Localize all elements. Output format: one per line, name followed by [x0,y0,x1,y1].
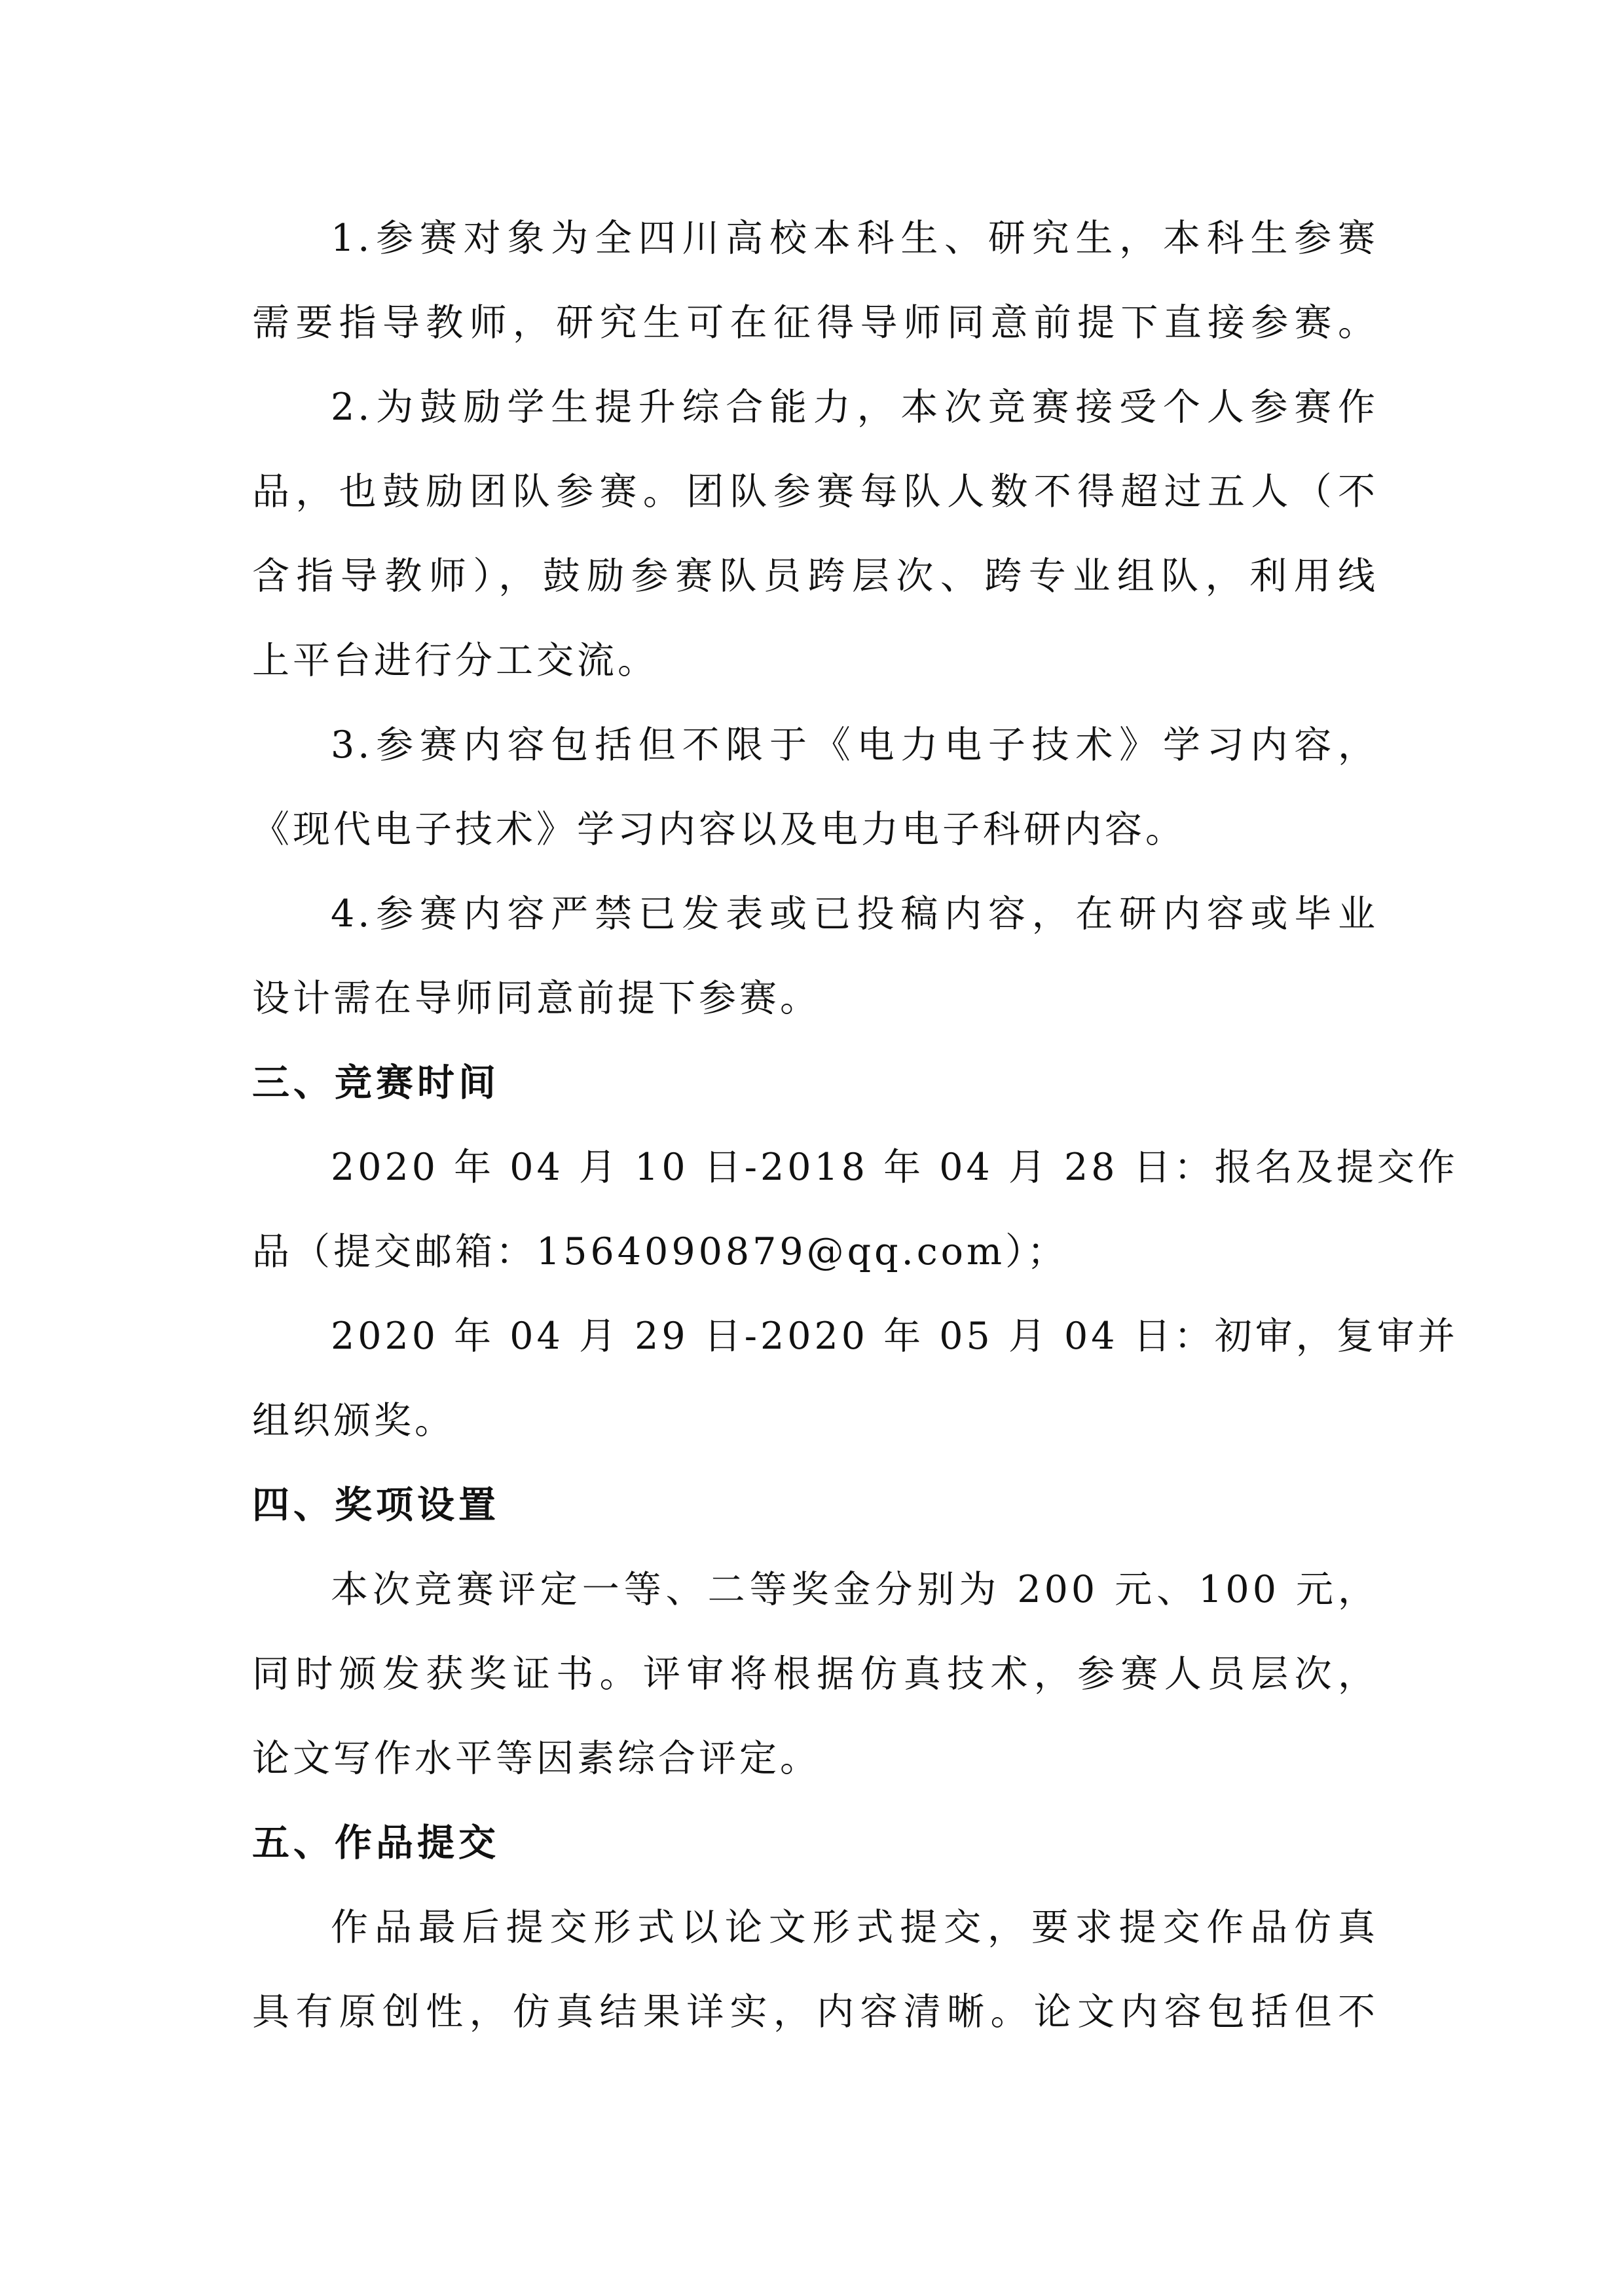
section-heading: 五、作品提交 [252,1821,500,1865]
paragraph-line: 上平台进行分工交流。 [252,639,658,682]
paragraph-line: 作品最后提交形式以论文形式提交，要求提交作品仿真 [331,1906,1378,1949]
paragraph-line: 品，也鼓励团队参赛。团队参赛每队人数不得超过五人（不 [252,470,1378,513]
paragraph-line: 同时颁发获奖证书。评审将根据仿真技术，参赛人员层次， [252,1652,1378,1696]
paragraph-line: 含指导教师），鼓励参赛队员跨层次、跨专业组队，利用线 [252,555,1378,598]
paragraph-line: 1.参赛对象为全四川高校本科生、研究生，本科生参赛 [331,217,1378,260]
paragraph-line: 2020 年 04 月 29 日-2020 年 05 月 04 日：初审，复审并 [331,1315,1458,1358]
paragraph-line: 组织颁奖。 [252,1399,455,1442]
paragraph-line: 3.参赛内容包括但不限于《电力电子技术》学习内容， [331,723,1378,767]
paragraph-line: 需要指导教师，研究生可在征得导师同意前提下直接参赛。 [252,301,1378,344]
paragraph-line: 2020 年 04 月 10 日-2018 年 04 月 28 日：报名及提交作 [331,1146,1458,1189]
section-heading: 三、竞赛时间 [252,1061,500,1104]
paragraph-line: 品（提交邮箱：1564090879@qq.com）； [252,1230,1068,1273]
paragraph-line: 2.为鼓励学生提升综合能力，本次竞赛接受个人参赛作 [331,386,1378,429]
section-heading: 四、奖项设置 [252,1484,500,1527]
paragraph-line: 设计需在导师同意前提下参赛。 [252,977,821,1020]
paragraph-line: 《现代电子技术》学习内容以及电力电子科研内容。 [252,808,1186,851]
paragraph-line: 论文写作水平等因素综合评定。 [252,1737,821,1780]
paragraph-line: 具有原创性，仿真结果详实，内容清晰。论文内容包括但不 [252,1990,1378,2033]
paragraph-line: 4.参赛内容严禁已发表或已投稿内容，在研内容或毕业 [331,892,1378,936]
paragraph-line: 本次竞赛评定一等、二等奖金分别为 200 元、100 元， [331,1568,1378,1611]
